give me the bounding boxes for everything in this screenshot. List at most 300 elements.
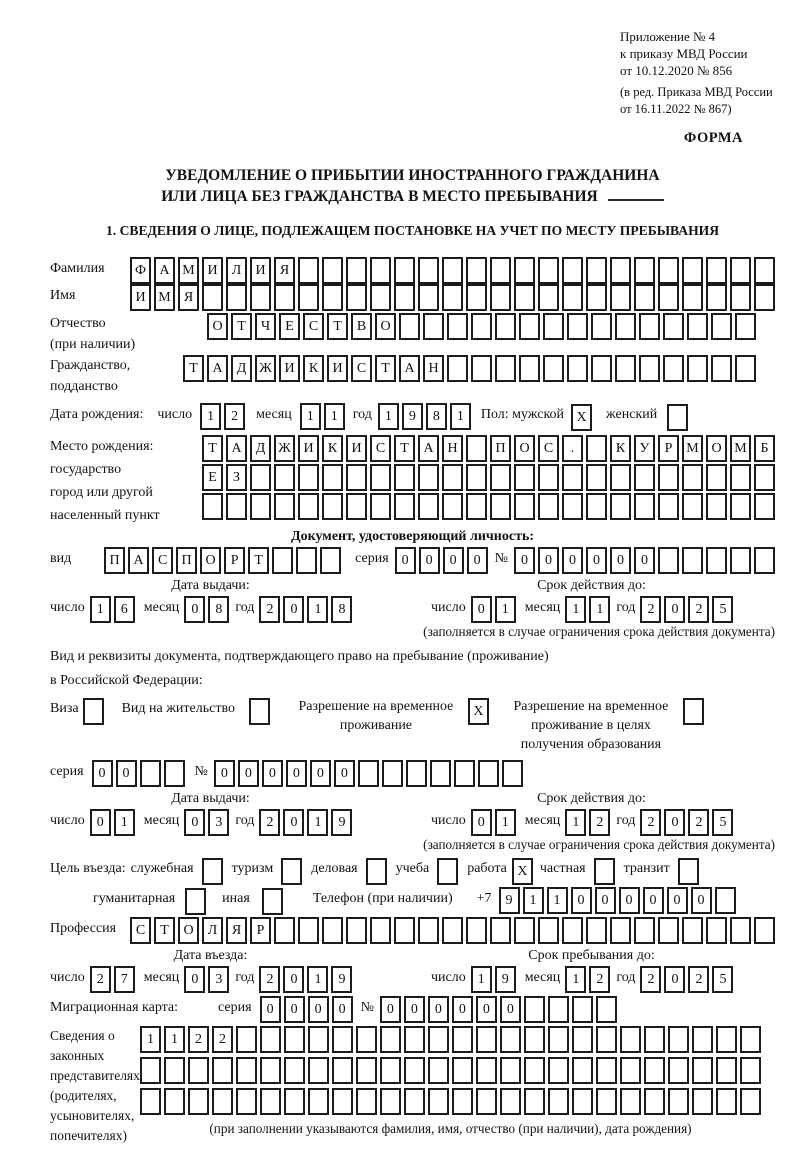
guardians-cells-row1 xyxy=(140,1026,761,1053)
char-cell xyxy=(500,1057,521,1084)
char-cell: 2 xyxy=(640,596,661,623)
char-cell xyxy=(260,1088,281,1115)
char-cell xyxy=(572,1088,593,1115)
res-issue-day-cells xyxy=(90,809,135,836)
guardians-cells-row2 xyxy=(140,1057,761,1084)
char-cell xyxy=(394,917,415,944)
char-cell xyxy=(730,464,751,491)
char-cell: У xyxy=(634,435,655,462)
purpose-official-label: служебная xyxy=(130,861,194,876)
citizenship-label-line1: Гражданство, xyxy=(50,358,131,373)
char-cell xyxy=(466,284,487,311)
char-cell xyxy=(394,464,415,491)
char-cell xyxy=(682,257,703,284)
mig-number-label: № xyxy=(360,1000,374,1015)
char-cell xyxy=(476,1088,497,1115)
char-cell xyxy=(548,1088,569,1115)
char-cell xyxy=(682,493,703,520)
firstname-row xyxy=(50,284,775,311)
char-cell: Р xyxy=(658,435,679,462)
residence-permit-checkbox xyxy=(249,698,270,725)
char-cell xyxy=(466,257,487,284)
firstname-label: Имя xyxy=(50,288,76,303)
char-cell xyxy=(711,313,732,340)
char-cell: 0 xyxy=(238,760,259,787)
char-cell: 1 xyxy=(307,966,328,993)
char-cell xyxy=(711,355,732,382)
char-cell xyxy=(596,1057,617,1084)
char-cell xyxy=(586,464,607,491)
char-cell xyxy=(610,464,631,491)
char-cell: О xyxy=(375,313,396,340)
char-cell xyxy=(442,493,463,520)
char-cell xyxy=(380,1057,401,1084)
char-cell: О xyxy=(207,313,228,340)
doc-valid-month-label: месяц xyxy=(524,600,561,615)
char-cell: 0 xyxy=(667,887,688,914)
char-cell xyxy=(140,1057,161,1084)
char-cell xyxy=(250,493,271,520)
purpose-other-label: иная xyxy=(222,891,250,906)
char-cell xyxy=(754,284,775,311)
char-cell: Т xyxy=(394,435,415,462)
doc-type-cells xyxy=(104,547,341,574)
char-cell xyxy=(322,464,343,491)
char-cell xyxy=(442,257,463,284)
birthplace-cells-row2 xyxy=(202,464,775,491)
char-cell xyxy=(610,257,631,284)
doc-valid-until-header: Срок действия до: xyxy=(537,578,646,593)
profession-cells xyxy=(130,917,775,944)
char-cell xyxy=(380,1088,401,1115)
stay-until-group xyxy=(431,966,752,993)
doc-issue-date-group xyxy=(50,596,371,623)
doc-issue-year-cells xyxy=(259,596,352,623)
char-cell: Я xyxy=(274,257,295,284)
char-cell: 1 xyxy=(90,596,111,623)
char-cell xyxy=(562,464,583,491)
char-cell: И xyxy=(327,355,348,382)
guardians-label-line3: представителях xyxy=(50,1068,140,1083)
residence-permit-label: Вид на жительство xyxy=(121,701,235,716)
char-cell xyxy=(740,1057,761,1084)
guardians-note: (при заполнении указываются фамилия, имя, отчество (при наличии), дата рождения) xyxy=(209,1121,692,1136)
char-cell xyxy=(346,464,367,491)
purpose-humanitarian-label: гуманитарная xyxy=(93,891,176,906)
char-cell xyxy=(447,355,468,382)
sex-male-checkbox xyxy=(571,404,592,431)
char-cell: З xyxy=(226,464,247,491)
char-cell xyxy=(524,1057,545,1084)
char-cell xyxy=(274,464,295,491)
forma-label: ФОРМА xyxy=(683,130,743,146)
res-issue-year-cells xyxy=(259,809,352,836)
patronymic-label-line1: Отчество xyxy=(50,316,106,331)
char-cell: Р xyxy=(224,547,245,574)
char-cell xyxy=(538,257,559,284)
char-cell xyxy=(687,355,708,382)
char-cell xyxy=(382,760,403,787)
char-cell: С xyxy=(152,547,173,574)
char-cell xyxy=(644,1088,665,1115)
char-cell: Е xyxy=(279,313,300,340)
purpose-tourism-label: туризм xyxy=(231,861,274,876)
doc-number-cells xyxy=(514,547,775,574)
char-cell xyxy=(524,1088,545,1115)
char-cell: А xyxy=(418,435,439,462)
char-cell xyxy=(567,355,588,382)
char-cell xyxy=(572,1026,593,1053)
char-cell xyxy=(370,493,391,520)
char-cell xyxy=(514,917,535,944)
citizenship-cells xyxy=(183,355,756,382)
char-cell xyxy=(658,464,679,491)
char-cell: П xyxy=(490,435,511,462)
char-cell: 0 xyxy=(260,996,281,1023)
char-cell: 2 xyxy=(212,1026,233,1053)
sex-female-checkbox xyxy=(667,404,688,431)
char-cell: 8 xyxy=(208,596,229,623)
char-cell xyxy=(610,917,631,944)
char-cell xyxy=(418,257,439,284)
annex-line-4: (в ред. Приказа МВД России xyxy=(620,85,773,99)
temp-residence-edu-label-line3: получения образования xyxy=(520,737,662,752)
char-cell xyxy=(682,547,703,574)
res-valid-month-cells xyxy=(565,809,610,836)
char-cell xyxy=(394,284,415,311)
char-cell xyxy=(308,1088,329,1115)
patronymic-cells xyxy=(207,313,756,340)
stay-month-label: месяц xyxy=(524,970,561,985)
char-cell: 1 xyxy=(324,403,345,430)
char-cell xyxy=(687,313,708,340)
char-cell: Ч xyxy=(255,313,276,340)
doc-issue-year-label: год xyxy=(235,600,255,615)
migration-card-row xyxy=(50,996,775,1023)
res-valid-day-label: число xyxy=(431,813,466,828)
char-cell: 0 xyxy=(471,596,492,623)
doc-dates-headers xyxy=(50,578,775,594)
purpose-label: Цель въезда: xyxy=(50,861,126,876)
char-cell xyxy=(272,547,293,574)
char-cell xyxy=(548,996,569,1023)
char-cell xyxy=(730,493,751,520)
birth-month-label: месяц xyxy=(256,407,292,422)
surname-row xyxy=(50,257,775,284)
mig-series-cells xyxy=(260,996,353,1023)
char-cell: Б xyxy=(754,435,775,462)
char-cell: С xyxy=(351,355,372,382)
char-cell xyxy=(236,1057,257,1084)
birthplace-cells-row3 xyxy=(202,493,775,520)
entry-dates-headers xyxy=(50,948,775,964)
char-cell: 5 xyxy=(712,596,733,623)
char-cell xyxy=(202,493,223,520)
char-cell xyxy=(658,547,679,574)
char-cell: 0 xyxy=(595,887,616,914)
char-cell xyxy=(226,284,247,311)
char-cell: 1 xyxy=(300,403,321,430)
entry-date-header: Дата въезда: xyxy=(173,948,248,963)
char-cell xyxy=(634,464,655,491)
char-cell: 0 xyxy=(452,996,473,1023)
purpose-work-checkbox xyxy=(512,858,533,885)
char-cell: Л xyxy=(202,917,223,944)
char-cell: 0 xyxy=(404,996,425,1023)
birth-day-cells xyxy=(200,403,245,430)
char-cell xyxy=(500,1088,521,1115)
char-cell xyxy=(418,284,439,311)
res-series-cells xyxy=(92,760,185,787)
char-cell: 0 xyxy=(471,809,492,836)
char-cell: А xyxy=(154,257,175,284)
annex-line-3: от 10.12.2020 № 856 xyxy=(620,63,733,78)
birthplace-label-line4: населенный пункт xyxy=(50,508,160,523)
char-cell xyxy=(476,1057,497,1084)
char-cell xyxy=(404,1088,425,1115)
char-cell xyxy=(572,996,593,1023)
char-cell: Т xyxy=(154,917,175,944)
char-cell xyxy=(620,1088,641,1115)
doc-issue-month-label: месяц xyxy=(143,600,180,615)
char-cell: М xyxy=(730,435,751,462)
purpose-study-checkbox xyxy=(437,858,458,885)
char-cell xyxy=(562,284,583,311)
char-cell: 1 xyxy=(565,809,586,836)
char-cell: В xyxy=(351,313,372,340)
char-cell: С xyxy=(303,313,324,340)
mig-series-label: серия xyxy=(218,1000,252,1015)
char-cell: 1 xyxy=(495,596,516,623)
guardians-label-line5: усыновителях, xyxy=(50,1108,135,1123)
birth-month-cells xyxy=(300,403,345,430)
char-cell xyxy=(185,888,206,915)
char-cell xyxy=(442,284,463,311)
char-cell: 2 xyxy=(640,966,661,993)
char-cell: 5 xyxy=(712,966,733,993)
char-cell: А xyxy=(207,355,228,382)
char-cell xyxy=(346,493,367,520)
char-cell xyxy=(644,1057,665,1084)
char-cell: А xyxy=(128,547,149,574)
char-cell xyxy=(164,760,185,787)
char-cell: 0 xyxy=(90,809,111,836)
char-cell xyxy=(586,493,607,520)
char-cell: 9 xyxy=(495,966,516,993)
doc-valid-year-cells xyxy=(640,596,733,623)
entry-year-cells xyxy=(259,966,352,993)
char-cell xyxy=(706,493,727,520)
birthplace-cells-row1 xyxy=(202,435,775,462)
char-cell: 8 xyxy=(426,403,447,430)
char-cell xyxy=(399,313,420,340)
temp-residence-label-line1: Разрешение на временное xyxy=(298,699,454,714)
char-cell xyxy=(260,1057,281,1084)
char-cell: 0 xyxy=(610,547,631,574)
guardians-label-line4: (родителях, xyxy=(50,1088,117,1103)
entry-dates-row xyxy=(50,966,775,993)
char-cell xyxy=(668,1057,689,1084)
form-title-line2-text: ИЛИ ЛИЦА БЕЗ ГРАЖДАНСТВА В МЕСТО ПРЕБЫВАНИЯ xyxy=(161,188,598,205)
char-cell: 1 xyxy=(307,809,328,836)
char-cell: Ф xyxy=(130,257,151,284)
char-cell xyxy=(370,257,391,284)
patronymic-row xyxy=(50,313,775,355)
char-cell xyxy=(284,1026,305,1053)
char-cell: М xyxy=(178,257,199,284)
annex-line-2: к приказу МВД России xyxy=(620,46,748,61)
char-cell: 0 xyxy=(500,996,521,1023)
res-issue-month-cells xyxy=(184,809,229,836)
char-cell xyxy=(404,1026,425,1053)
char-cell: 2 xyxy=(188,1026,209,1053)
profession-label: Профессия xyxy=(50,921,117,936)
char-cell: 0 xyxy=(571,887,592,914)
char-cell xyxy=(284,1088,305,1115)
residence-doc-text-line2: в Российской Федерации: xyxy=(50,673,203,688)
char-cell xyxy=(514,493,535,520)
char-cell: К xyxy=(303,355,324,382)
char-cell xyxy=(442,917,463,944)
char-cell xyxy=(735,313,756,340)
doc-limited-validity-note: (заполняется в случае ограничения срока действия документа) xyxy=(423,624,775,639)
char-cell: А xyxy=(226,435,247,462)
char-cell xyxy=(596,1026,617,1053)
citizenship-row xyxy=(50,355,775,397)
char-cell: 0 xyxy=(538,547,559,574)
res-series-label: серия xyxy=(50,764,84,779)
res-limited-validity-note: (заполняется в случае ограничения срока действия документа) xyxy=(423,837,775,852)
char-cell xyxy=(478,760,499,787)
char-cell: 2 xyxy=(688,596,709,623)
char-cell xyxy=(274,493,295,520)
char-cell xyxy=(370,284,391,311)
birthplace-block xyxy=(50,435,775,527)
doc-series-cells xyxy=(395,547,488,574)
purpose-row-2 xyxy=(50,887,775,915)
char-cell xyxy=(423,313,444,340)
char-cell xyxy=(754,257,775,284)
char-cell: 2 xyxy=(259,966,280,993)
residence-doc-text-line1: Вид и реквизиты документа, подтверждающего право на пребывание (проживание) xyxy=(50,649,549,664)
char-cell xyxy=(683,698,704,725)
char-cell xyxy=(274,284,295,311)
doc-type-label: вид xyxy=(50,551,72,566)
char-cell: 2 xyxy=(224,403,245,430)
char-cell xyxy=(543,313,564,340)
char-cell xyxy=(322,493,343,520)
char-cell: М xyxy=(154,284,175,311)
char-cell: 2 xyxy=(90,966,111,993)
char-cell: 1 xyxy=(200,403,221,430)
char-cell xyxy=(586,257,607,284)
char-cell: Т xyxy=(375,355,396,382)
char-cell: 1 xyxy=(450,403,471,430)
char-cell xyxy=(562,917,583,944)
char-cell: Я xyxy=(178,284,199,311)
char-cell xyxy=(447,313,468,340)
char-cell xyxy=(332,1088,353,1115)
res-valid-until-header: Срок действия до: xyxy=(537,791,646,806)
char-cell: 9 xyxy=(331,966,352,993)
char-cell xyxy=(663,313,684,340)
char-cell: 0 xyxy=(286,760,307,787)
char-cell xyxy=(678,858,699,885)
char-cell: 0 xyxy=(467,547,488,574)
stay-until-header: Срок пребывания до: xyxy=(528,948,655,963)
char-cell xyxy=(538,917,559,944)
birthplace-label-line2: государство xyxy=(50,462,122,477)
char-cell: Н xyxy=(442,435,463,462)
char-cell: А xyxy=(399,355,420,382)
char-cell: И xyxy=(130,284,151,311)
surname-label: Фамилия xyxy=(50,261,105,276)
char-cell xyxy=(730,257,751,284)
char-cell: 0 xyxy=(586,547,607,574)
char-cell: О xyxy=(706,435,727,462)
char-cell xyxy=(519,313,540,340)
char-cell xyxy=(519,355,540,382)
char-cell: Я xyxy=(226,917,247,944)
char-cell: 1 xyxy=(140,1026,161,1053)
char-cell xyxy=(754,917,775,944)
char-cell xyxy=(452,1088,473,1115)
res-number-cells xyxy=(214,760,523,787)
res-valid-month-label: месяц xyxy=(524,813,561,828)
char-cell: Л xyxy=(226,257,247,284)
char-cell xyxy=(620,1057,641,1084)
char-cell xyxy=(430,760,451,787)
temp-residence-edu-label-line1: Разрешение на временное xyxy=(513,699,669,714)
phone-prefix: +7 xyxy=(476,891,492,906)
char-cell: 0 xyxy=(664,596,685,623)
char-cell xyxy=(358,760,379,787)
char-cell xyxy=(620,1026,641,1053)
char-cell xyxy=(524,1026,545,1053)
identity-doc-heading: Документ, удостоверяющий личность: xyxy=(290,529,535,544)
stay-year-label: год xyxy=(616,970,636,985)
char-cell xyxy=(308,1026,329,1053)
char-cell: 2 xyxy=(259,596,280,623)
char-cell xyxy=(754,547,775,574)
char-cell: 0 xyxy=(310,760,331,787)
char-cell xyxy=(639,313,660,340)
char-cell xyxy=(735,355,756,382)
char-cell: 0 xyxy=(691,887,712,914)
char-cell xyxy=(320,547,341,574)
profession-row xyxy=(50,917,775,944)
char-cell: С xyxy=(370,435,391,462)
char-cell xyxy=(692,1088,713,1115)
char-cell xyxy=(236,1088,257,1115)
char-cell: И xyxy=(298,435,319,462)
char-cell xyxy=(164,1057,185,1084)
char-cell: 0 xyxy=(380,996,401,1023)
char-cell xyxy=(692,1057,713,1084)
temp-residence-edu-label-line2: проживание в целях xyxy=(531,718,651,733)
char-cell: 1 xyxy=(471,966,492,993)
char-cell xyxy=(260,1026,281,1053)
patronymic-label-line2: (при наличии) xyxy=(50,337,136,352)
char-cell xyxy=(716,1026,737,1053)
char-cell xyxy=(548,1026,569,1053)
char-cell xyxy=(394,257,415,284)
section1-heading: 1. СВЕДЕНИЯ О ЛИЦЕ, ПОДЛЕЖАЩЕМ ПОСТАНОВКЕ НА УЧЕТ ПО МЕСТУ ПРЕБЫВАНИЯ xyxy=(105,223,720,238)
char-cell xyxy=(543,355,564,382)
char-cell xyxy=(262,888,283,915)
char-cell: Р xyxy=(250,917,271,944)
res-issue-date-header: Дата выдачи: xyxy=(171,791,250,806)
